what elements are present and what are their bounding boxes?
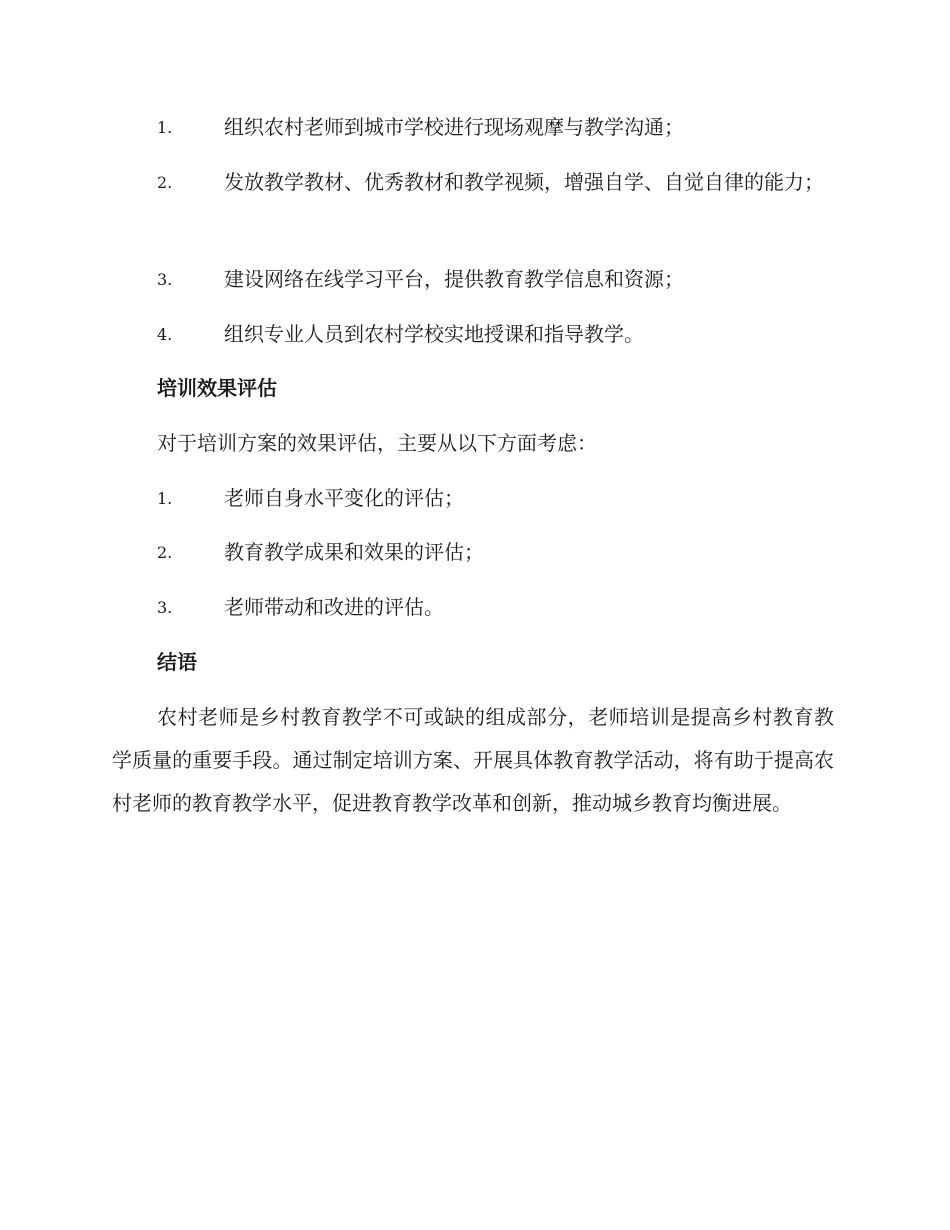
- list-item: [112, 531, 834, 574]
- list-text: 发放教学教材、优秀教材和教学视频，增强自学、自觉自律的能力；: [224, 170, 824, 194]
- list-number: 4.: [157, 325, 173, 344]
- list-number: 1.: [157, 489, 173, 508]
- section-heading-conclusion: 结语: [157, 650, 197, 674]
- list-text: 老师带动和改进的评估。: [224, 595, 444, 619]
- list-text: 组织农村老师到城市学校进行现场观摩与教学沟通；: [224, 115, 684, 139]
- list-text: 教育教学成果和效果的评估；: [224, 540, 484, 564]
- list-text: 组织专业人员到农村学校实地授课和指导教学。: [224, 322, 644, 346]
- list-number: 2.: [157, 543, 173, 562]
- list-item: [112, 477, 834, 520]
- list-number: 3.: [157, 270, 173, 289]
- list-item: [112, 258, 834, 301]
- evaluation-intro: 对于培训方案的效果评估，主要从以下方面考虑：: [157, 431, 597, 455]
- conclusion-paragraph: 农村老师是乡村教育教学不可或缺的组成部分，老师培训是提高乡村教育教学质量的重要手段。通过制定培训方案、开展具体教育教学活动，将有助于提高农村老师的教育教学水平，促进教育教学改革和创新，推动城乡教育均衡进展。: [112, 705, 834, 815]
- list-item: [112, 313, 834, 356]
- list-item: [112, 586, 834, 629]
- list-number: 1.: [157, 118, 173, 137]
- list-text: 老师自身水平变化的评估；: [224, 486, 464, 510]
- list-number: 2.: [157, 173, 173, 192]
- list-number: 3.: [157, 598, 173, 617]
- section-heading-evaluation: 培训效果评估: [157, 376, 277, 400]
- list-item: [112, 161, 834, 204]
- list-text: 建设网络在线学习平台，提供教育教学信息和资源；: [224, 267, 684, 291]
- list-item: [112, 106, 834, 149]
